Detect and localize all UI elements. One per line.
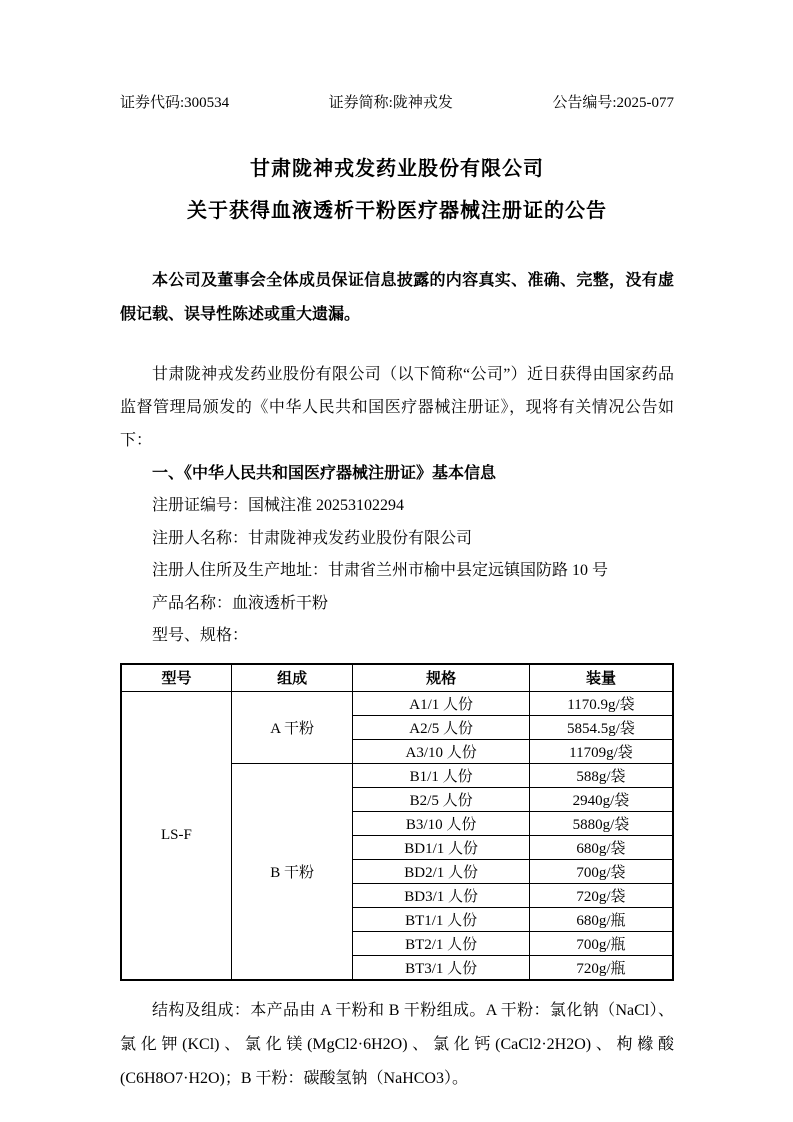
spec-cell: B1/1 人份 [353, 763, 530, 787]
spec-cell: A1/1 人份 [353, 691, 530, 715]
fill-cell: 700g/瓶 [529, 931, 673, 955]
info-line-registration-no: 注册证编号：国械注准 20253102294 [152, 497, 405, 514]
fill-cell: 2940g/袋 [529, 787, 673, 811]
document-title-line1: 甘肃陇神戎发药业股份有限公司 [250, 158, 544, 180]
document-title [120, 148, 674, 232]
section1-heading: 一、《中华人民共和国医疗器械注册证》基本信息 [152, 465, 497, 482]
spec-cell: BT1/1 人份 [353, 907, 530, 931]
info-line-product-name: 产品名称：血液透析干粉 [152, 594, 329, 612]
spec-table [120, 663, 674, 981]
spec-cell: B3/10 人份 [353, 811, 530, 835]
stock-abbr: 证券简称:陇神戎发 [328, 95, 453, 111]
fill-cell: 5880g/袋 [529, 811, 673, 835]
spec-cell: A3/10 人份 [353, 739, 530, 763]
info-line-address: 注册人住所及生产地址：甘肃省兰州市榆中县定远镇国防路 10 号 [152, 562, 609, 579]
spec-cell: BT2/1 人份 [353, 931, 530, 955]
spec-cell: BT3/1 人份 [353, 955, 530, 980]
fill-cell: 720g/瓶 [529, 955, 673, 980]
fill-cell: 1170.9g/袋 [529, 691, 673, 715]
fill-cell: 700g/袋 [529, 859, 673, 883]
info-line-model-spec-label: 型号、规格： [152, 627, 249, 644]
table-row [121, 691, 673, 715]
info-line-registrant-name: 注册人名称：甘肃陇神戎发药业股份有限公司 [152, 529, 473, 547]
fill-cell: 680g/瓶 [529, 907, 673, 931]
spec-cell: BD3/1 人份 [353, 883, 530, 907]
col-header-model: 型号 [121, 664, 231, 692]
spec-cell: A2/5 人份 [353, 715, 530, 739]
fill-cell: 680g/袋 [529, 835, 673, 859]
col-header-fill: 装量 [529, 664, 673, 692]
security-meta-row [120, 94, 674, 112]
stock-code: 证券代码:300534 [120, 95, 230, 111]
group-a-cell: A 干粉 [231, 691, 352, 763]
group-b-cell: B 干粉 [231, 763, 352, 980]
document-title-line2: 关于获得血液透析干粉医疗器械注册证的公告 [187, 200, 607, 222]
col-header-spec: 规格 [353, 664, 530, 692]
announcement-number: 公告编号:2025-077 [552, 95, 674, 111]
table-header-row [121, 664, 673, 692]
fill-cell: 11709g/袋 [529, 739, 673, 763]
fill-cell: 588g/袋 [529, 763, 673, 787]
spec-cell: BD1/1 人份 [353, 835, 530, 859]
intro-paragraph: 甘肃陇神戎发药业股份有限公司（以下简称“公司”）近日获得由国家药品监督管理局颁发的《中华人民共和国医疗器械注册证》，现将有关情况公告如下： [120, 366, 674, 449]
spec-cell: BD2/1 人份 [353, 859, 530, 883]
spec-cell: B2/5 人份 [353, 787, 530, 811]
declaration-paragraph: 本公司及董事会全体成员保证信息披露的内容真实、准确、完整，没有虚假记载、误导性陈述或重大遗漏。 [120, 272, 674, 323]
col-header-composition: 组成 [231, 664, 352, 692]
composition-paragraph: 结构及组成：本产品由 A 干粉和 B 干粉组成。A 干粉：氯化钠（NaCl）、氯化钾(KCl)、氯化镁(MgCl2·6H2O)、氯化钙(CaCl2·2H2O)、枸橼酸(C6H8O7·H2O)；B 干粉：碳酸氢钠（NaHCO3）。 [120, 1001, 674, 1087]
fill-cell: 5854.5g/袋 [529, 715, 673, 739]
fill-cell: 720g/袋 [529, 883, 673, 907]
model-cell: LS-F [121, 691, 231, 980]
